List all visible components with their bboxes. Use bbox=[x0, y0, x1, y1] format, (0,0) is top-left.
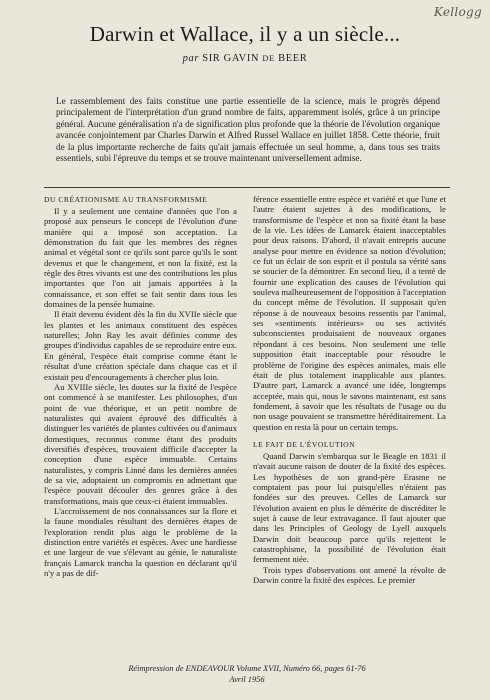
horizontal-divider bbox=[44, 187, 450, 188]
byline-particle: DE bbox=[262, 53, 275, 63]
section-heading: DU CRÉATIONISME AU TRANSFORMISME bbox=[44, 195, 208, 204]
byline-surname: BEER bbox=[278, 53, 308, 64]
body-paragraph: férence essentielle entre espèce et variété et que l'une et l'autre étaient sujettes à des modifications, le transformisme de l'espèce et non sa fixité étant la base de la vie. Les idées de Lamarck étaient inacceptables pour deux raisons. D'abord, il n'avait entrepris aucune analyse pour mettre en évidence sa notion d'évolution; ce fut un éclair de son esprit et il postula sa vérité sans se soucier de la démontrer. En second lieu, il a tenté de fournir une explication des causes de l'évolution qui souleva malheureusement de l'opposition à l'acceptation du concept même de l'évolution. Il supposait qu'en réponse à de nouveaux besoins ressentis par l'animal, ses «sentiments intérieurs» ou ses activités subconscientes produisaient de nouveaux organes répondant à ces besoins. Non seulement une telle supposition était inacceptable pour résoudre le problème de l'origine des espèces animales, mais elle était de plus totalement inapplicable aux plantes. D'autre part, Lamarck a avancé une idée, longtemps acceptée, mais qui, nous le savons maintenant, est sans fondement, à savoir que les résultats de l'usage ou du non usage pouvaient se transmettre héréditairement. La question en resta là pour un certain temps. bbox=[253, 194, 446, 432]
body-paragraph: Trois types d'observations ont amené la révolte de Darwin contre la fixité des espèces. Le premier bbox=[253, 564, 446, 586]
article-title: Darwin et Wallace, il y a un siècle... bbox=[89, 22, 401, 46]
body-paragraph: Quand Darwin s'embarqua sur le Beagle en 1831 il n'avait aucune raison de douter de la fixité des espèces. Les hypothèses de son grand-père Erasme ne comptaient pas pour lui puisqu'elles n'étaient pas fondées sur des preuves. Celles de Lamarck sur l'évolution avaient en plus le démérite de discréditer le sujet à cause de leur extravagance. Il faut ajouter que dans les Principles of Geology de Lyell auxquels Darwin doit beaucoup parce qu'ils rejettent le catastrophisme, la possibilité de l'évolution était fermement niée. bbox=[253, 450, 446, 565]
reprint-date: Avril 1956 bbox=[229, 675, 265, 684]
section-heading: LE FAIT DE L'ÉVOLUTION bbox=[253, 439, 356, 449]
handwritten-signature: Kellogg bbox=[433, 5, 482, 19]
body-paragraph: L'accroissement de nos connaissances sur la flore et la faune mondiales résultant des dernières étapes de l'exploration rendit plus aigu le problème de la distinction entre variétés et espèces. Avec une hardiesse et une largeur de vue s'élevant au génie, le naturaliste français Lamarck trancha la question en déclarant qu'il n'y a pas de dif- bbox=[44, 505, 237, 579]
body-paragraph: Au XVIIIe siècle, les doutes sur la fixité de l'espèce ont commencé à se manifester. Les philosophes, d'un point de vue théorique, et un petit nombre de naturalistes qui avaient éprouvé des difficultés à distinguer les variétés de plantes cultivées ou d'animaux domestiques, reconnus comme étant des produits diversifiés d'espèces, trouvaient difficile d'accepter la conception d'une espèce immuable. Certains naturalistes, y compris Linné dans les dernières années de sa vie, adoptaient un compromis en admettant que l'espèce pouvait découler des genres grâce à des transformations, mais que ceux-ci étaient immuables. bbox=[44, 381, 237, 506]
right-column bbox=[253, 194, 446, 585]
body-paragraph: Il était devenu évident dès la fin du XVIIe siècle que les plantes et les animaux constituent des espèces naturelles; John Ray les avait définies comme des groupes d'individus capables de se reproduire entre eux. En général, l'espèce était comprise comme étant le résultat d'une création spéciale dans chaque cas et il existait peu d'encouragements à chercher plus loin. bbox=[44, 309, 237, 382]
byline-prefix: par bbox=[182, 53, 200, 64]
reprint-note: Réimpression de ENDEAVOUR Volume XVII, Numéro 66, pages 61-76 bbox=[128, 664, 366, 673]
byline bbox=[0, 52, 490, 65]
left-column bbox=[44, 194, 237, 578]
byline-author: SIR GAVIN bbox=[202, 53, 260, 64]
body-paragraph: Il y a seulement une centaine d'années que l'on a proposé aux penseurs le concept de l'évolution d'une manière qui a imposé son acceptation. La démonstration du fait que les membres des règnes animal et végétal sont ce qu'ils sont parce qu'ils le sont devenus et que le changement, et non la fixité, est la règle des êtres vivants est une des contributions les plus importantes que l'on ait jamais apportées à la connaissance, et son effet se fait sentir dans tous les domaines de la pensée humaine. bbox=[44, 206, 237, 310]
abstract-paragraph: Le rassemblement des faits constitue une partie essentielle de la science, mais le progrès dépend principalement de l'interprétation d'un grand nombre de faits, apparemment isolés, grâce à un principe général. Aucune généralisation n'a de signification plus profonde que la théorie de l'évolution organique avancée conjointement par Charles Darwin et Alfred Russel Wallace en juillet 1858. Cette théorie, fruit de la plus importante recherche de faits qu'ait jamais effectuée un seul homme, a, dans tous ses traits essentiels, subi l'épreuve du temps et se trouve maintenant universellement admise. bbox=[56, 96, 440, 164]
